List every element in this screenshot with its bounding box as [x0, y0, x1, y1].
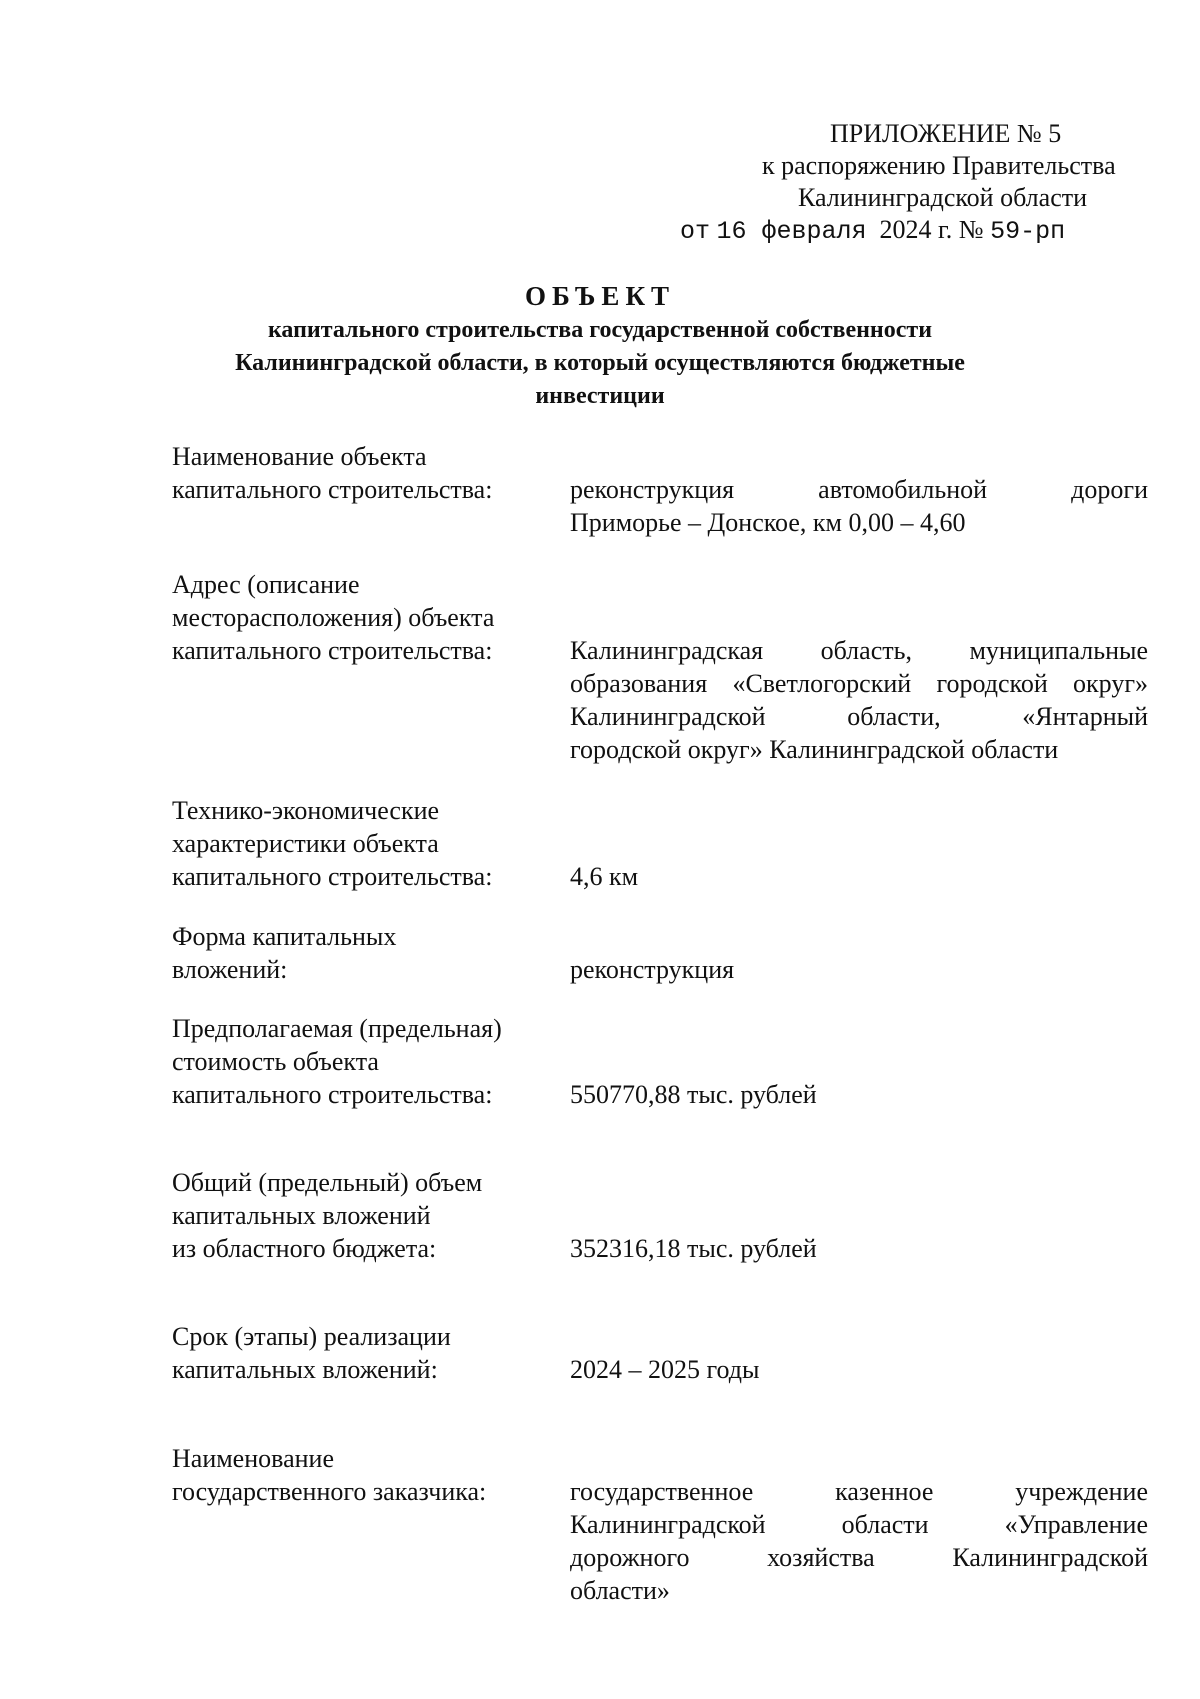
title-sub-line-2: Калининградской области, в который осуществляются бюджетные: [235, 350, 965, 376]
label-line: капитального строительства:: [172, 636, 493, 665]
title-sub-line-3: инвестиции: [535, 383, 665, 409]
value-line: Калининградской области «Управление: [570, 1510, 1148, 1539]
label-line: Срок (этапы) реализации: [172, 1322, 451, 1351]
label-line: Общий (предельный) объем: [172, 1168, 483, 1197]
label-line: Наименование: [172, 1444, 334, 1473]
field-value: [570, 1078, 1148, 1111]
field-value: [570, 1353, 1148, 1386]
field-label: [172, 1012, 562, 1111]
field-label: [172, 920, 562, 986]
field-label: [172, 440, 562, 506]
field-label: [172, 568, 562, 667]
label-line: Адрес (описание: [172, 570, 360, 599]
label-line: Технико-экономические: [172, 796, 440, 825]
title-main: ОБЪЕКТ: [524, 281, 676, 311]
value-line: дорожного хозяйства Калининградской: [570, 1543, 1148, 1572]
field-label: [172, 1166, 562, 1265]
appendix-number: ПРИЛОЖЕНИЕ № 5: [830, 119, 1062, 148]
field-label: [172, 794, 562, 893]
label-line: вложений:: [172, 955, 288, 984]
year-value: 2024: [879, 215, 932, 244]
label-line: капитального строительства:: [172, 862, 493, 891]
label-line: Предполагаемая (предельная): [172, 1014, 502, 1043]
value-line: реконструкция: [570, 955, 735, 984]
label-line: Наименование объекта: [172, 442, 427, 471]
date-prefix: от: [680, 217, 711, 246]
field-value: [570, 1475, 1148, 1607]
label-line: капитальных вложений: [172, 1201, 431, 1230]
appendix-date-line: [680, 214, 1065, 248]
field-label: [172, 1320, 562, 1386]
value-line: 352316,18 тыс. рублей: [570, 1234, 817, 1263]
title-sub-line-1: капитального строительства государственной собственности: [267, 317, 933, 343]
order-number: 59-рп: [990, 217, 1066, 246]
appendix-ref-line: к распоряжению Правительства: [762, 151, 1116, 180]
value-line: 4,6 км: [570, 862, 639, 891]
value-line: области»: [570, 1576, 670, 1605]
label-line: Форма капитальных: [172, 922, 397, 951]
value-line: Приморье – Донское, км 0,00 – 4,60: [570, 508, 966, 537]
label-line: капитального строительства:: [172, 1080, 493, 1109]
label-line: характеристики объекта: [172, 829, 439, 858]
year-suffix: г. №: [938, 215, 984, 244]
label-line: стоимость объекта: [172, 1047, 379, 1076]
value-line: образования «Светлогорский городской округ»: [570, 669, 1148, 698]
value-line: Калининградская область, муниципальные: [570, 636, 1148, 665]
document-title: [0, 278, 1200, 413]
appendix-region-line: Калининградской области: [798, 183, 1088, 212]
label-line: месторасположения) объекта: [172, 603, 495, 632]
field-value: [570, 473, 1148, 539]
value-line: 2024 – 2025 годы: [570, 1355, 760, 1384]
field-value: [570, 1232, 1148, 1265]
value-line: реконструкция автомобильной дороги: [570, 475, 1148, 504]
label-line: капитальных вложений:: [172, 1355, 438, 1384]
value-line: Калининградской области, «Янтарный: [570, 702, 1148, 731]
field-value: [570, 860, 1148, 893]
label-line: государственного заказчика:: [172, 1477, 487, 1506]
label-line: из областного бюджета:: [172, 1234, 437, 1263]
field-value: [570, 953, 1148, 986]
label-line: капитального строительства:: [172, 475, 493, 504]
value-line: государственное казенное учреждение: [570, 1477, 1148, 1506]
date-value: 16 февраля: [716, 217, 867, 246]
value-line: городской округ» Калининградской области: [570, 735, 1059, 764]
field-label: [172, 1442, 562, 1508]
value-line: 550770,88 тыс. рублей: [570, 1080, 817, 1109]
field-value: [570, 634, 1148, 766]
